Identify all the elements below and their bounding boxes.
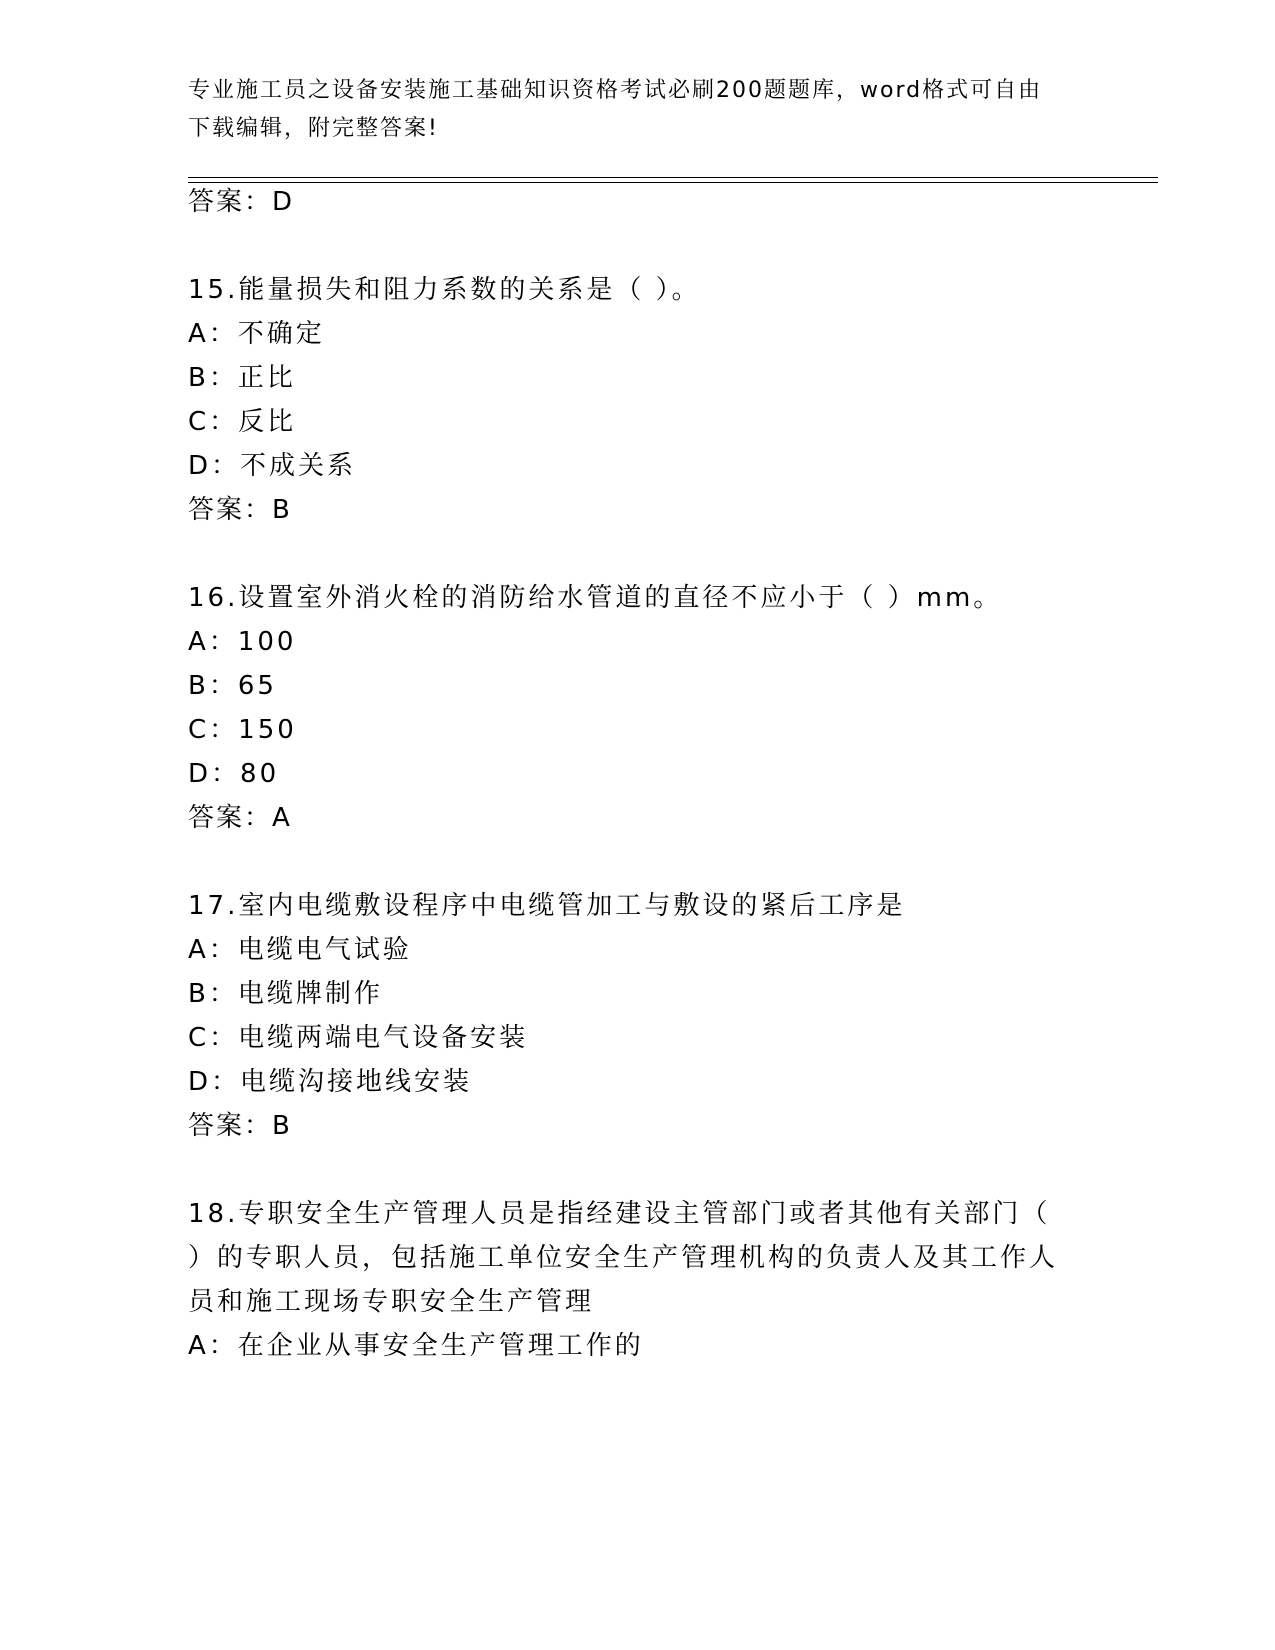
answer: 答案：B	[188, 495, 292, 525]
option-d: D：不成关系	[188, 451, 357, 481]
option-b: B：电缆牌制作	[188, 979, 383, 1009]
header-rule-bottom	[188, 182, 1158, 183]
header-line-1: 专业施工员之设备安装施工基础知识资格考试必刷200题题库，word格式可自由	[188, 78, 1043, 103]
answer: 答案：B	[188, 1111, 292, 1141]
question-stem: 17.室内电缆敷设程序中电缆管加工与敷设的紧后工序是	[188, 891, 906, 921]
option-c: C：电缆两端电气设备安装	[188, 1023, 529, 1053]
question-stem-line-2: ）的专职人员，包括施工单位安全生产管理机构的负责人及其工作人	[188, 1243, 1059, 1273]
document-header	[188, 72, 1068, 148]
header-line-2: 下载编辑，附完整答案!	[188, 116, 439, 141]
header-rule-top	[188, 177, 1158, 178]
option-d: D：80	[188, 759, 280, 789]
option-a: A：100	[188, 627, 297, 657]
option-a: A：不确定	[188, 319, 325, 349]
answer-previous: 答案：D	[188, 187, 295, 217]
option-a: A：在企业从事安全生产管理工作的	[188, 1331, 644, 1361]
option-c: C：150	[188, 715, 297, 745]
option-b: B：65	[188, 671, 277, 701]
question-stem-line-1: 18.专职安全生产管理人员是指经建设主管部门或者其他有关部门（	[188, 1199, 1051, 1229]
option-c: C：反比	[188, 407, 297, 437]
option-b: B：正比	[188, 363, 296, 393]
question-stem: 15.能量损失和阻力系数的关系是（ ）。	[188, 275, 701, 305]
answer: 答案：A	[188, 803, 292, 833]
option-d: D：电缆沟接地线安装	[188, 1067, 473, 1097]
option-a: A：电缆电气试验	[188, 935, 412, 965]
question-stem-line-3: 员和施工现场专职安全生产管理	[188, 1287, 595, 1317]
question-stem: 16.设置室外消火栓的消防给水管道的直径不应小于（ ）mm。	[188, 583, 1003, 613]
